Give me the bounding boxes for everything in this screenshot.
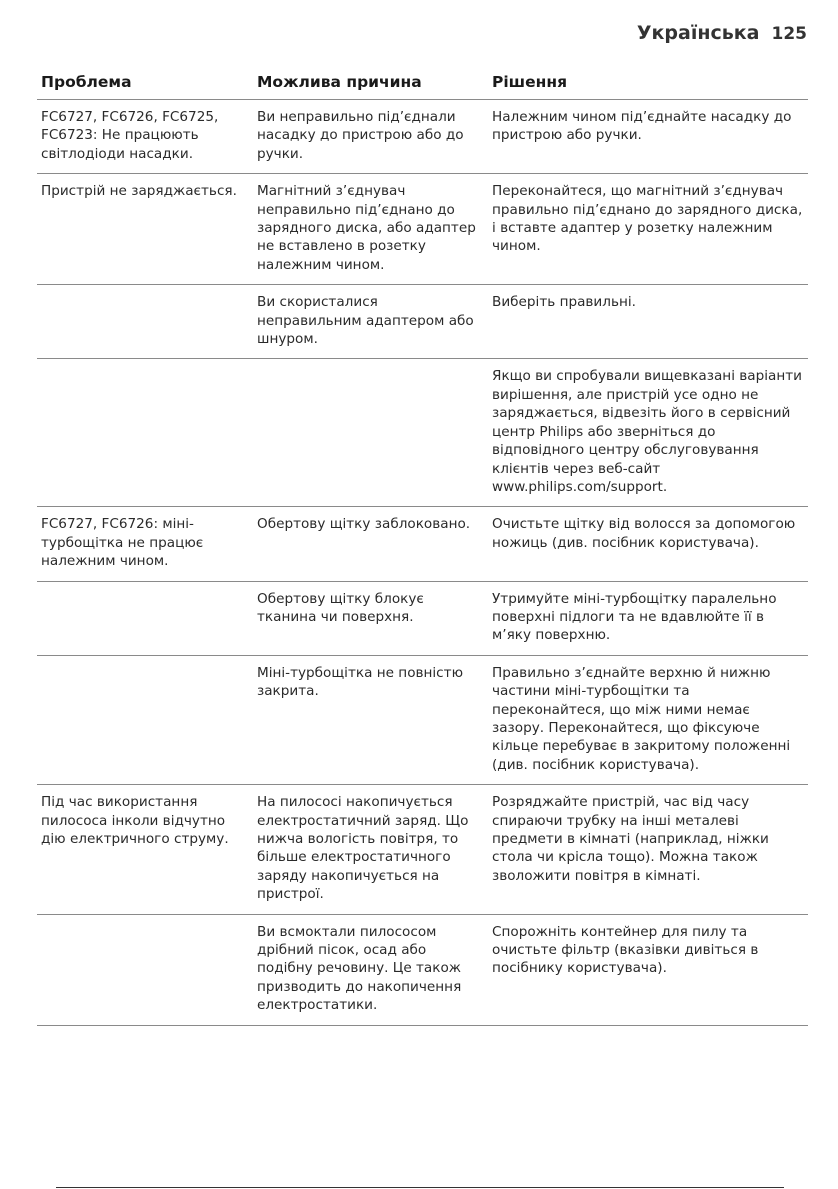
table-row [37,581,808,655]
cause-cell: Обертову щітку заблоковано. [253,507,488,581]
problem-cell [37,359,253,507]
solution-cell: Якщо ви спробували вищевказані варіанти вирішення, але пристрій усе одно не заряджається, відвезіть його в сервісний центр Philips або зверніться до відповідного центру обслуговування клієнтів через веб-сайт www.philips.com/support. [488,359,808,507]
cause-cell: Ви неправильно під’єднали насадку до пристрою або до ручки. [253,100,488,174]
cause-cell: Магнітний з’єднувач неправильно під’єднано до зарядного диска, або адаптер не вставлено в розетку належним чином. [253,174,488,285]
problem-cell [37,655,253,784]
solution-cell: Переконайтеся, що магнітний з’єднувач правильно під’єднано до зарядного диска, і вставте адаптер у розетку належним чином. [488,174,808,285]
solution-cell: Утримуйте міні-турбощітку паралельно поверхні підлоги та не вдавлюйте її в м’яку поверхню. [488,581,808,655]
problem-cell [37,581,253,655]
cause-cell: Ви скористалися неправильним адаптером або шнуром. [253,285,488,359]
troubleshooting-table [37,65,808,1026]
table-header-row [37,65,808,100]
table-row [37,100,808,174]
solution-cell: Розряджайте пристрій, час від часу спираючи трубку на інші металеві предмети в кімнаті (наприклад, ніжки стола чи крісла тощо). Можна також зволожити повітря в кімнаті. [488,785,808,914]
table-row [37,785,808,914]
solution-cell: Належним чином під’єднайте насадку до пристрою або ручки. [488,100,808,174]
table-row [37,507,808,581]
cause-cell: Міні-турбощітка не повністю закрита. [253,655,488,784]
column-header-solution: Рішення [488,65,808,100]
problem-cell [37,285,253,359]
solution-cell: Правильно з’єднайте верхню й нижню частини міні-турбощітки та переконайтеся, що між ними немає зазору. Переконайтеся, що фіксуюче кільце перебуває в закритому положенні (див. посібник користувача). [488,655,808,784]
table-row [37,359,808,507]
cause-cell: Ви всмоктали пилососом дрібний пісок, осад або подібну речовину. Це також призводить до накопичення електростатики. [253,914,488,1025]
solution-cell: Спорожніть контейнер для пилу та очистьте фільтр (вказівки дивіться в посібнику користувача). [488,914,808,1025]
problem-cell: Під час використання пилососа інколи відчутно дію електричного струму. [37,785,253,914]
cause-cell: На пилососі накопичується електростатичний заряд. Що нижча вологість повітря, то більше електростатичного заряду накопичується на пристрої. [253,785,488,914]
table-row [37,285,808,359]
column-header-problem: Проблема [37,65,253,100]
problem-cell [37,914,253,1025]
footer-divider [56,1187,784,1188]
page-number: 125 [771,24,807,44]
cause-cell [253,359,488,507]
solution-cell: Виберіть правильні. [488,285,808,359]
problem-cell: Пристрій не заряджається. [37,174,253,285]
problem-cell: FC6727, FC6726, FC6725, FC6723: Не працюють світлодіоди насадки. [37,100,253,174]
table-row [37,655,808,784]
solution-cell: Очистьте щітку від волосся за допомогою ножиць (див. посібник користувача). [488,507,808,581]
problem-cell: FC6727, FC6726: міні-турбощітка не працює належним чином. [37,507,253,581]
column-header-cause: Можлива причина [253,65,488,100]
table-row [37,174,808,285]
page-header [637,22,807,44]
table-row [37,914,808,1025]
language-label: Українська [636,22,760,44]
cause-cell: Обертову щітку блокує тканина чи поверхня. [253,581,488,655]
